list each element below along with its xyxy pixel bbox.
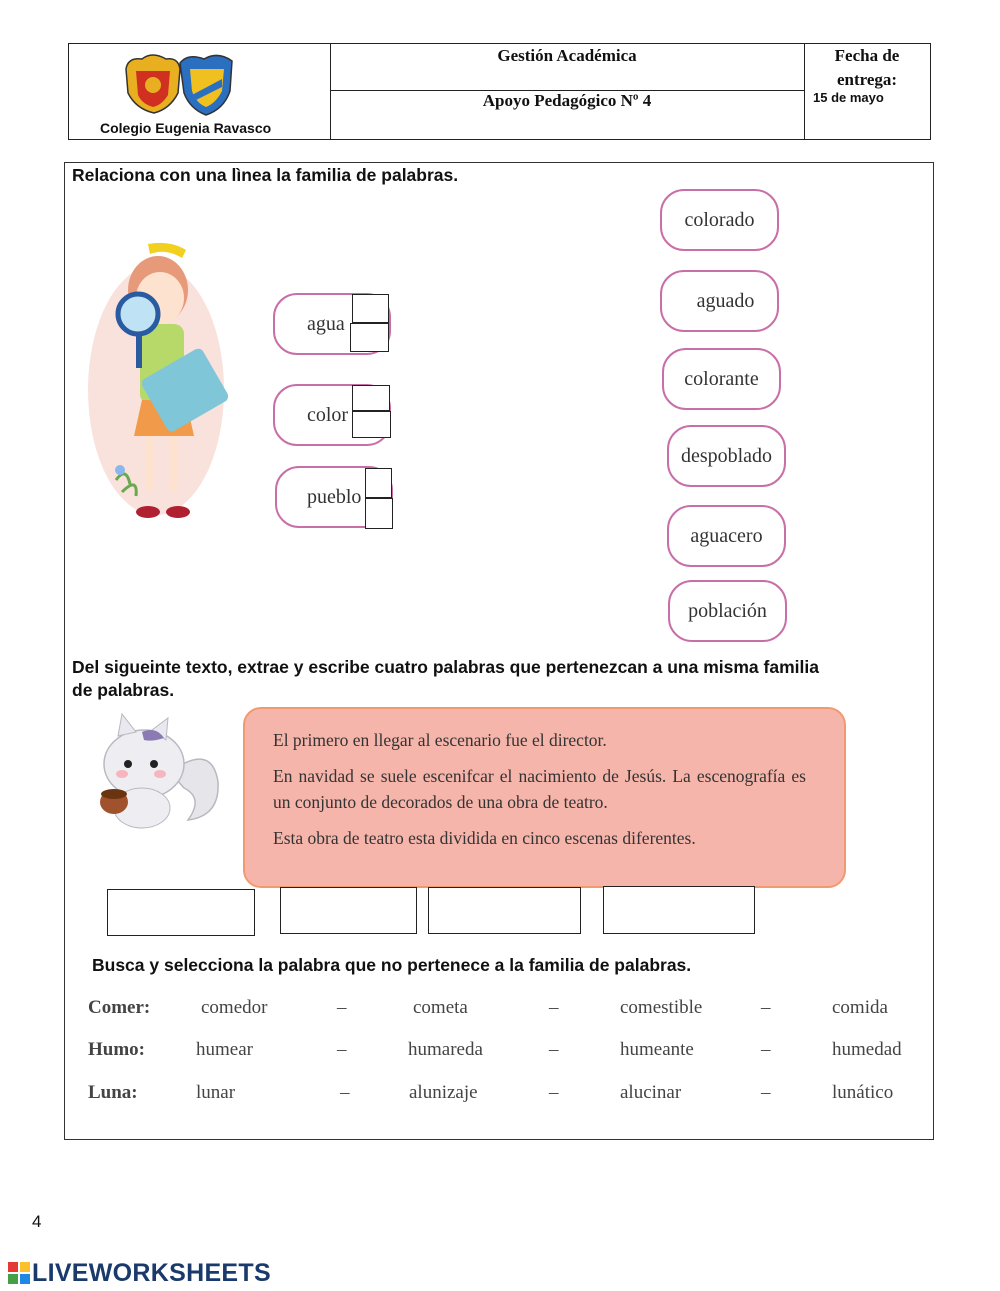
text-paragraph: En navidad se suele escenifcar el nacimiento de Jesús. La escenografía es un conjunto de decorados de una obra de teatro. [273,766,806,812]
word-pill-pueblo: pueblo [275,466,393,528]
match-box[interactable] [365,498,393,529]
separator: – [549,1039,559,1060]
row-label: Humo: [88,1039,145,1060]
word-family-row [0,1039,1000,1067]
separator: – [337,997,347,1018]
match-box[interactable] [352,294,389,323]
separator: – [337,1039,347,1060]
separator: – [761,1082,771,1103]
word-option[interactable]: humareda [408,1039,483,1060]
text-paragraph: El primero en llegar al escenario fue el director. [273,730,607,750]
reading-text-box [243,707,846,888]
word-option[interactable]: humedad [832,1039,902,1060]
separator: – [761,1039,771,1060]
department-title: Gestión Académica [497,46,637,65]
row-label: Comer: [88,997,151,1018]
word-option[interactable]: comedor [201,997,268,1018]
word-pill-despoblado: despoblado [667,425,786,487]
separator: – [549,1082,559,1103]
word-option[interactable]: humeante [620,1039,694,1060]
section1-instruction: Relaciona con una lìnea la familia de palabras. [72,165,459,185]
section2-instruction: Del sigueinte texto, extrae y escribe cuatro palabras que pertenezcan a una misma familia [72,657,819,677]
word-option[interactable]: alunizaje [409,1082,478,1103]
answer-input[interactable] [603,886,755,934]
due-date: 15 de mayo [813,90,884,105]
word-option[interactable]: alucinar [620,1082,682,1103]
match-box[interactable] [350,323,389,352]
girl-magnifier-illustration [86,240,236,525]
due-label-1: Fecha de [834,46,900,65]
match-box[interactable] [365,468,392,498]
word-pill-colorado: colorado [660,189,779,251]
word-pill-color: color [273,384,391,446]
word-option[interactable]: comida [832,997,888,1018]
answer-input[interactable] [280,887,417,934]
section2-instruction-cont: de palabras. [72,680,175,700]
match-box[interactable] [352,385,390,411]
squirrel-illustration [92,712,224,830]
word-option[interactable]: lunar [196,1082,236,1103]
school-name: Colegio Eugenia Ravasco [100,120,272,136]
word-pill-agua: agua [273,293,391,355]
liveworksheets-logo-icon [8,1262,30,1284]
answer-input[interactable] [428,887,581,934]
liveworksheets-brand: LIVEWORKSHEETS [32,1259,271,1287]
page-subtitle: Apoyo Pedagógico Nº 4 [482,91,652,110]
word-pill-poblacion: población [668,580,787,642]
word-option[interactable]: cometa [413,997,468,1018]
answer-input[interactable] [107,889,255,936]
row-label: Luna: [88,1082,138,1103]
section3-instruction: Busca y selecciona la palabra que no pertenece a la familia de palabras. [92,955,692,975]
separator: – [761,997,771,1018]
word-option[interactable]: comestible [620,997,703,1018]
word-pill-aguado: aguado [660,270,779,332]
word-family-row [0,997,1000,1025]
word-pill-colorante: colorante [662,348,781,410]
text-paragraph: Esta obra de teatro esta dividida en cinco escenas diferentes. [273,828,696,848]
word-pill-aguacero: aguacero [667,505,786,567]
page-number: 4 [32,1212,42,1231]
school-crest-icon [118,49,244,119]
due-label-2: entrega: [836,70,898,89]
word-family-row [0,1082,1000,1110]
match-box[interactable] [352,411,391,438]
word-option[interactable]: lunático [832,1082,894,1103]
separator: – [340,1082,350,1103]
word-option[interactable]: humear [196,1039,253,1060]
separator: – [549,997,559,1018]
